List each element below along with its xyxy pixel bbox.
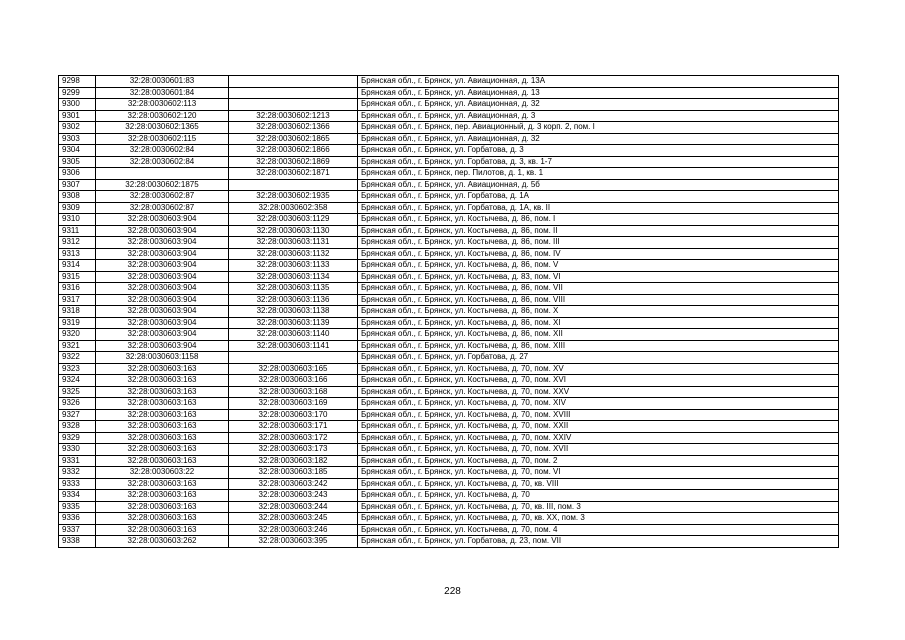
- address-cell: Брянская обл., г. Брянск, ул. Костычева, д. 86, пом. VIII: [358, 294, 839, 306]
- address-cell: Брянская обл., г. Брянск, ул. Костычева, д. 70, пом. XV: [358, 363, 839, 375]
- parcel-number-cell: 32:28:0030603:163: [96, 513, 229, 525]
- parcel-number-cell: 32:28:0030603:163: [96, 490, 229, 502]
- parcel-number-cell: 32:28:0030603:904: [96, 237, 229, 249]
- table-row: [59, 398, 839, 410]
- parcel-number-cell: 32:28:0030603:904: [96, 225, 229, 237]
- table-row: [59, 524, 839, 536]
- object-number-cell: 32:28:0030602:1213: [229, 110, 358, 122]
- row-number-cell: 9306: [59, 168, 96, 180]
- address-cell: Брянская обл., г. Брянск, ул. Костычева, д. 70, пом. VI: [358, 467, 839, 479]
- object-number-cell: 32:28:0030603:1139: [229, 317, 358, 329]
- address-cell: Брянская обл., г. Брянск, ул. Костычева, д. 70, кв. VIII: [358, 478, 839, 490]
- parcel-number-cell: 32:28:0030603:904: [96, 248, 229, 260]
- parcel-number-cell: 32:28:0030602:115: [96, 133, 229, 145]
- parcel-number-cell: 32:28:0030603:22: [96, 467, 229, 479]
- row-number-cell: 9324: [59, 375, 96, 387]
- object-number-cell: 32:28:0030603:1131: [229, 237, 358, 249]
- object-number-cell: 32:28:0030603:244: [229, 501, 358, 513]
- row-number-cell: 9334: [59, 490, 96, 502]
- row-number-cell: 9300: [59, 99, 96, 111]
- parcel-number-cell: 32:28:0030603:262: [96, 536, 229, 548]
- table-row: [59, 317, 839, 329]
- table-row: [59, 283, 839, 295]
- row-number-cell: 9319: [59, 317, 96, 329]
- address-cell: Брянская обл., г. Брянск, ул. Костычева, д. 86, пом. XII: [358, 329, 839, 341]
- address-cell: Брянская обл., г. Брянск, ул. Костычева, д. 70, кв. XX, пом. 3: [358, 513, 839, 525]
- row-number-cell: 9338: [59, 536, 96, 548]
- parcel-number-cell: 32:28:0030603:1158: [96, 352, 229, 364]
- table-row: [59, 237, 839, 249]
- parcel-number-cell: 32:28:0030603:904: [96, 260, 229, 272]
- object-number-cell: 32:28:0030603:245: [229, 513, 358, 525]
- table-row: [59, 248, 839, 260]
- parcel-number-cell: 32:28:0030602:1365: [96, 122, 229, 134]
- table-row: [59, 306, 839, 318]
- table-row: [59, 467, 839, 479]
- object-number-cell: 32:28:0030602:1869: [229, 156, 358, 168]
- row-number-cell: 9330: [59, 444, 96, 456]
- table-row: [59, 191, 839, 203]
- parcel-number-cell: 32:28:0030603:904: [96, 283, 229, 295]
- table-row: [59, 168, 839, 180]
- object-number-cell: 32:28:0030603:1135: [229, 283, 358, 295]
- address-cell: Брянская обл., г. Брянск, ул. Горбатова, д. 27: [358, 352, 839, 364]
- table-row: [59, 444, 839, 456]
- row-number-cell: 9335: [59, 501, 96, 513]
- object-number-cell: 32:28:0030603:171: [229, 421, 358, 433]
- address-cell: Брянская обл., г. Брянск, ул. Горбатова, д. 3, кв. 1-7: [358, 156, 839, 168]
- row-number-cell: 9333: [59, 478, 96, 490]
- object-number-cell: 32:28:0030603:395: [229, 536, 358, 548]
- row-number-cell: 9308: [59, 191, 96, 203]
- object-number-cell: 32:28:0030603:166: [229, 375, 358, 387]
- address-cell: Брянская обл., г. Брянск, ул. Авиационная, д. 5б: [358, 179, 839, 191]
- address-cell: Брянская обл., г. Брянск, ул. Горбатова, д. 3: [358, 145, 839, 157]
- parcel-number-cell: 32:28:0030603:163: [96, 398, 229, 410]
- table-row: [59, 363, 839, 375]
- address-cell: Брянская обл., г. Брянск, ул. Костычева, д. 70, пом. XVIII: [358, 409, 839, 421]
- object-number-cell: 32:28:0030603:1132: [229, 248, 358, 260]
- row-number-cell: 9322: [59, 352, 96, 364]
- object-number-cell: 32:28:0030603:1140: [229, 329, 358, 341]
- row-number-cell: 9305: [59, 156, 96, 168]
- address-cell: Брянская обл., г. Брянск, ул. Костычева, д. 86, пом. V: [358, 260, 839, 272]
- parcel-number-cell: 32:28:0030602:1875: [96, 179, 229, 191]
- parcel-number-cell: 32:28:0030603:163: [96, 524, 229, 536]
- object-number-cell: [229, 179, 358, 191]
- row-number-cell: 9321: [59, 340, 96, 352]
- object-number-cell: 32:28:0030603:1130: [229, 225, 358, 237]
- row-number-cell: 9318: [59, 306, 96, 318]
- row-number-cell: 9313: [59, 248, 96, 260]
- address-cell: Брянская обл., г. Брянск, ул. Костычева, д. 70, пом. XXV: [358, 386, 839, 398]
- address-cell: Брянская обл., г. Брянск, ул. Горбатова, д. 1А: [358, 191, 839, 203]
- records-table: [58, 75, 839, 548]
- row-number-cell: 9299: [59, 87, 96, 99]
- address-cell: Брянская обл., г. Брянск, ул. Костычева, д. 86, пом. VII: [358, 283, 839, 295]
- parcel-number-cell: [96, 168, 229, 180]
- row-number-cell: 9336: [59, 513, 96, 525]
- object-number-cell: 32:28:0030603:170: [229, 409, 358, 421]
- table-row: [59, 409, 839, 421]
- parcel-number-cell: 32:28:0030603:163: [96, 478, 229, 490]
- object-number-cell: 32:28:0030603:243: [229, 490, 358, 502]
- object-number-cell: 32:28:0030602:1366: [229, 122, 358, 134]
- parcel-number-cell: 32:28:0030603:904: [96, 317, 229, 329]
- row-number-cell: 9315: [59, 271, 96, 283]
- table-row: [59, 110, 839, 122]
- object-number-cell: [229, 76, 358, 88]
- table-row: [59, 375, 839, 387]
- table-row: [59, 536, 839, 548]
- object-number-cell: 32:28:0030602:1866: [229, 145, 358, 157]
- table-row: [59, 271, 839, 283]
- row-number-cell: 9310: [59, 214, 96, 226]
- table-row: [59, 501, 839, 513]
- parcel-number-cell: 32:28:0030603:163: [96, 363, 229, 375]
- address-cell: Брянская обл., г. Брянск, ул. Костычева, д. 70: [358, 490, 839, 502]
- table-row: [59, 386, 839, 398]
- object-number-cell: 32:28:0030602:1935: [229, 191, 358, 203]
- address-cell: Брянская обл., г. Брянск, ул. Костычева, д. 86, пом. I: [358, 214, 839, 226]
- table-row: [59, 455, 839, 467]
- object-number-cell: 32:28:0030603:1141: [229, 340, 358, 352]
- table-row: [59, 122, 839, 134]
- address-cell: Брянская обл., г. Брянск, ул. Костычева, д. 83, пом. VI: [358, 271, 839, 283]
- object-number-cell: 32:28:0030603:1136: [229, 294, 358, 306]
- table-row: [59, 202, 839, 214]
- row-number-cell: 9307: [59, 179, 96, 191]
- parcel-number-cell: 32:28:0030602:84: [96, 156, 229, 168]
- row-number-cell: 9337: [59, 524, 96, 536]
- parcel-number-cell: 32:28:0030603:163: [96, 409, 229, 421]
- table-row: [59, 145, 839, 157]
- object-number-cell: 32:28:0030602:1865: [229, 133, 358, 145]
- row-number-cell: 9298: [59, 76, 96, 88]
- row-number-cell: 9312: [59, 237, 96, 249]
- parcel-number-cell: 32:28:0030602:84: [96, 145, 229, 157]
- object-number-cell: 32:28:0030603:168: [229, 386, 358, 398]
- table-row: [59, 340, 839, 352]
- row-number-cell: 9328: [59, 421, 96, 433]
- object-number-cell: 32:28:0030603:246: [229, 524, 358, 536]
- row-number-cell: 9301: [59, 110, 96, 122]
- address-cell: Брянская обл., г. Брянск, ул. Авиационная, д. 13: [358, 87, 839, 99]
- table-row: [59, 513, 839, 525]
- table-row: [59, 87, 839, 99]
- row-number-cell: 9323: [59, 363, 96, 375]
- address-cell: Брянская обл., г. Брянск, ул. Костычева, д. 70, пом. XXII: [358, 421, 839, 433]
- row-number-cell: 9332: [59, 467, 96, 479]
- row-number-cell: 9326: [59, 398, 96, 410]
- object-number-cell: 32:28:0030603:172: [229, 432, 358, 444]
- address-cell: Брянская обл., г. Брянск, ул. Костычева, д. 86, пом. II: [358, 225, 839, 237]
- row-number-cell: 9329: [59, 432, 96, 444]
- row-number-cell: 9327: [59, 409, 96, 421]
- address-cell: Брянская обл., г. Брянск, ул. Костычева, д. 86, пом. XI: [358, 317, 839, 329]
- address-cell: Брянская обл., г. Брянск, ул. Костычева, д. 70, пом. XXIV: [358, 432, 839, 444]
- object-number-cell: 32:28:0030603:242: [229, 478, 358, 490]
- object-number-cell: 32:28:0030603:1129: [229, 214, 358, 226]
- parcel-number-cell: 32:28:0030602:87: [96, 191, 229, 203]
- object-number-cell: 32:28:0030603:1138: [229, 306, 358, 318]
- table-row: [59, 260, 839, 272]
- address-cell: Брянская обл., г. Брянск, ул. Авиационная, д. 13А: [358, 76, 839, 88]
- parcel-number-cell: 32:28:0030603:163: [96, 501, 229, 513]
- table-row: [59, 490, 839, 502]
- row-number-cell: 9331: [59, 455, 96, 467]
- address-cell: Брянская обл., г. Брянск, ул. Костычева, д. 86, пом. XIII: [358, 340, 839, 352]
- address-cell: Брянская обл., г. Брянск, ул. Авиационная, д. 32: [358, 99, 839, 111]
- address-cell: Брянская обл., г. Брянск, ул. Костычева, д. 86, пом. III: [358, 237, 839, 249]
- table-row: [59, 294, 839, 306]
- table-row: [59, 214, 839, 226]
- table-row: [59, 478, 839, 490]
- row-number-cell: 9304: [59, 145, 96, 157]
- table-row: [59, 99, 839, 111]
- row-number-cell: 9325: [59, 386, 96, 398]
- address-cell: Брянская обл., г. Брянск, ул. Горбатова, д. 1А, кв. II: [358, 202, 839, 214]
- object-number-cell: 32:28:0030603:182: [229, 455, 358, 467]
- address-cell: Брянская обл., г. Брянск, ул. Костычева, д. 86, пом. X: [358, 306, 839, 318]
- row-number-cell: 9317: [59, 294, 96, 306]
- parcel-number-cell: 32:28:0030601:84: [96, 87, 229, 99]
- object-number-cell: 32:28:0030603:1134: [229, 271, 358, 283]
- parcel-number-cell: 32:28:0030603:163: [96, 421, 229, 433]
- parcel-number-cell: 32:28:0030603:904: [96, 294, 229, 306]
- object-number-cell: 32:28:0030603:169: [229, 398, 358, 410]
- parcel-number-cell: 32:28:0030602:87: [96, 202, 229, 214]
- records-table-body: [59, 76, 839, 548]
- table-row: [59, 225, 839, 237]
- parcel-number-cell: 32:28:0030603:904: [96, 306, 229, 318]
- parcel-number-cell: 32:28:0030602:120: [96, 110, 229, 122]
- table-row: [59, 432, 839, 444]
- address-cell: Брянская обл., г. Брянск, ул. Костычева, д. 70, кв. III, пом. 3: [358, 501, 839, 513]
- row-number-cell: 9302: [59, 122, 96, 134]
- address-cell: Брянская обл., г. Брянск, ул. Костычева, д. 70, пом. 2: [358, 455, 839, 467]
- table-row: [59, 179, 839, 191]
- address-cell: Брянская обл., г. Брянск, ул. Авиационная, д. 3: [358, 110, 839, 122]
- object-number-cell: 32:28:0030603:173: [229, 444, 358, 456]
- address-cell: Брянская обл., г. Брянск, пер. Пилотов, д. 1, кв. 1: [358, 168, 839, 180]
- parcel-number-cell: 32:28:0030603:904: [96, 271, 229, 283]
- address-cell: Брянская обл., г. Брянск, пер. Авиационный, д. 3 корп. 2, пом. I: [358, 122, 839, 134]
- address-cell: Брянская обл., г. Брянск, ул. Костычева, д. 70, пом. XVII: [358, 444, 839, 456]
- object-number-cell: [229, 99, 358, 111]
- row-number-cell: 9314: [59, 260, 96, 272]
- row-number-cell: 9303: [59, 133, 96, 145]
- table-row: [59, 156, 839, 168]
- address-cell: Брянская обл., г. Брянск, ул. Горбатова, д. 23, пом. VII: [358, 536, 839, 548]
- parcel-number-cell: 32:28:0030603:904: [96, 214, 229, 226]
- table-row: [59, 133, 839, 145]
- parcel-number-cell: 32:28:0030603:904: [96, 329, 229, 341]
- address-cell: Брянская обл., г. Брянск, ул. Костычева, д. 70, пом. 4: [358, 524, 839, 536]
- table-row: [59, 352, 839, 364]
- address-cell: Брянская обл., г. Брянск, ул. Костычева, д. 70, пом. XIV: [358, 398, 839, 410]
- parcel-number-cell: 32:28:0030603:163: [96, 432, 229, 444]
- table-row: [59, 329, 839, 341]
- address-cell: Брянская обл., г. Брянск, ул. Костычева, д. 70, пом. XVI: [358, 375, 839, 387]
- parcel-number-cell: 32:28:0030601:83: [96, 76, 229, 88]
- object-number-cell: 32:28:0030603:165: [229, 363, 358, 375]
- table-row: [59, 76, 839, 88]
- row-number-cell: 9311: [59, 225, 96, 237]
- parcel-number-cell: 32:28:0030603:163: [96, 375, 229, 387]
- row-number-cell: 9320: [59, 329, 96, 341]
- object-number-cell: [229, 87, 358, 99]
- object-number-cell: [229, 352, 358, 364]
- parcel-number-cell: 32:28:0030603:163: [96, 444, 229, 456]
- object-number-cell: 32:28:0030603:185: [229, 467, 358, 479]
- row-number-cell: 9309: [59, 202, 96, 214]
- parcel-number-cell: 32:28:0030603:163: [96, 455, 229, 467]
- object-number-cell: 32:28:0030602:1871: [229, 168, 358, 180]
- table-row: [59, 421, 839, 433]
- address-cell: Брянская обл., г. Брянск, ул. Авиационная, д. 32: [358, 133, 839, 145]
- address-cell: Брянская обл., г. Брянск, ул. Костычева, д. 86, пом. IV: [358, 248, 839, 260]
- row-number-cell: 9316: [59, 283, 96, 295]
- parcel-number-cell: 32:28:0030602:113: [96, 99, 229, 111]
- object-number-cell: 32:28:0030602:358: [229, 202, 358, 214]
- object-number-cell: 32:28:0030603:1133: [229, 260, 358, 272]
- parcel-number-cell: 32:28:0030603:904: [96, 340, 229, 352]
- parcel-number-cell: 32:28:0030603:163: [96, 386, 229, 398]
- page-number: 228: [444, 586, 461, 597]
